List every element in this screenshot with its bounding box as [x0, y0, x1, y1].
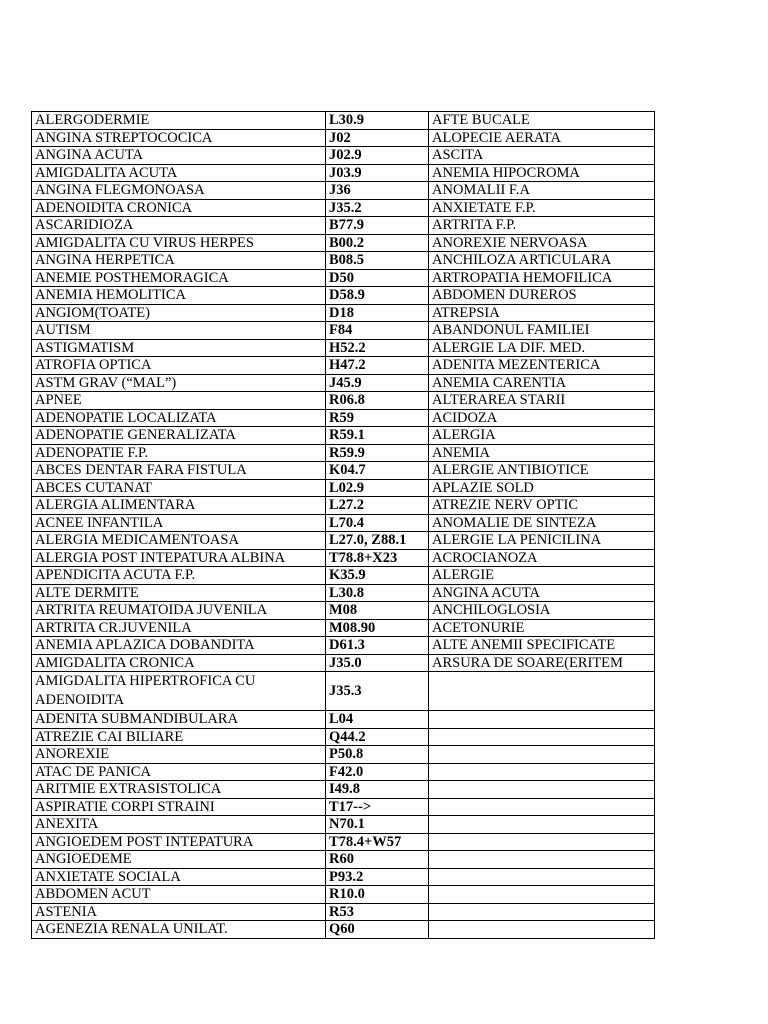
other-diagnosis-cell: ABANDONUL FAMILIEI [429, 322, 655, 340]
table-row [32, 602, 655, 620]
diagnosis-cell: ANGINA HERPETICA [32, 252, 326, 270]
code-cell: H52.2 [326, 339, 429, 357]
table-row [32, 619, 655, 637]
diagnosis-cell: ALERGODERMIE [32, 112, 326, 130]
code-cell: L02.9 [326, 479, 429, 497]
table-body [32, 112, 655, 939]
code-cell: T78.4+W57 [326, 833, 429, 851]
diagnosis-cell: ANEXITA [32, 816, 326, 834]
code-cell: H47.2 [326, 357, 429, 375]
diagnosis-cell: ATAC DE PANICA [32, 763, 326, 781]
other-diagnosis-cell: ANCHILOZA ARTICULARA [429, 252, 655, 270]
diagnosis-cell: ALERGIA MEDICAMENTOASA [32, 532, 326, 550]
other-diagnosis-cell: ATREZIE NERV OPTIC [429, 497, 655, 515]
other-diagnosis-cell: ALERGIE LA DIF. MED. [429, 339, 655, 357]
diagnosis-cell: AMIGDALITA CRONICA [32, 654, 326, 672]
code-cell: L30.9 [326, 112, 429, 130]
table-row [32, 269, 655, 287]
code-cell: P93.2 [326, 868, 429, 886]
other-diagnosis-cell: ALERGIE [429, 567, 655, 585]
code-cell: R59.9 [326, 444, 429, 462]
other-diagnosis-cell: ANEMIA HIPOCROMA [429, 164, 655, 182]
other-diagnosis-cell [429, 781, 655, 799]
table-row [32, 147, 655, 165]
code-cell: Q44.2 [326, 728, 429, 746]
diagnosis-cell: AMIGDALITA CU VIRUS HERPES [32, 234, 326, 252]
diagnosis-cell: ANXIETATE SOCIALA [32, 868, 326, 886]
diagnosis-cell: ALERGIA ALIMENTARA [32, 497, 326, 515]
other-diagnosis-cell: AFTE BUCALE [429, 112, 655, 130]
other-diagnosis-cell [429, 763, 655, 781]
code-cell: R53 [326, 903, 429, 921]
code-cell: D58.9 [326, 287, 429, 305]
other-diagnosis-cell: ALTE ANEMII SPECIFICATE [429, 637, 655, 655]
other-diagnosis-cell: ARTRITA F.P. [429, 217, 655, 235]
diagnosis-cell: AUTISM [32, 322, 326, 340]
other-diagnosis-cell [429, 903, 655, 921]
diagnosis-cell: ABCES CUTANAT [32, 479, 326, 497]
table-row [32, 711, 655, 729]
code-cell: R59.1 [326, 427, 429, 445]
table-row [32, 322, 655, 340]
table-row [32, 549, 655, 567]
diagnosis-cell: ADENITA SUBMANDIBULARA [32, 711, 326, 729]
diagnosis-cell: ASCARIDIOZA [32, 217, 326, 235]
table-row [32, 304, 655, 322]
code-cell: F42.0 [326, 763, 429, 781]
code-cell: T78.8+X23 [326, 549, 429, 567]
code-cell: L30.8 [326, 584, 429, 602]
other-diagnosis-cell [429, 711, 655, 729]
other-diagnosis-cell: ACROCIANOZA [429, 549, 655, 567]
code-cell: I49.8 [326, 781, 429, 799]
diagnosis-cell: AMIGDALITA HIPERTROFICA CU ADENOIDITA [32, 672, 326, 711]
code-cell: N70.1 [326, 816, 429, 834]
other-diagnosis-cell: APLAZIE SOLD [429, 479, 655, 497]
other-diagnosis-cell: ANOREXIE NERVOASA [429, 234, 655, 252]
other-diagnosis-cell: ANEMIA [429, 444, 655, 462]
code-cell: D61.3 [326, 637, 429, 655]
code-cell: J02.9 [326, 147, 429, 165]
code-cell: L04 [326, 711, 429, 729]
table-row [32, 497, 655, 515]
table-row [32, 199, 655, 217]
code-cell: K35.9 [326, 567, 429, 585]
other-diagnosis-cell [429, 851, 655, 869]
other-diagnosis-cell [429, 868, 655, 886]
code-cell: M08 [326, 602, 429, 620]
other-diagnosis-cell [429, 886, 655, 904]
code-cell: R06.8 [326, 392, 429, 410]
code-cell: B77.9 [326, 217, 429, 235]
diagnosis-cell: ADENOPATIE GENERALIZATA [32, 427, 326, 445]
table-row [32, 514, 655, 532]
code-cell: L27.0, Z88.1 [326, 532, 429, 550]
table-row [32, 851, 655, 869]
other-diagnosis-cell: ANCHILOGLOSIA [429, 602, 655, 620]
diagnosis-cell: ANGINA FLEGMONOASA [32, 182, 326, 200]
code-cell: J03.9 [326, 164, 429, 182]
other-diagnosis-cell [429, 921, 655, 939]
code-cell: L27.2 [326, 497, 429, 515]
diagnosis-cell: AMIGDALITA ACUTA [32, 164, 326, 182]
other-diagnosis-cell: ACIDOZA [429, 409, 655, 427]
code-cell: M08.90 [326, 619, 429, 637]
table-row [32, 886, 655, 904]
table-row [32, 374, 655, 392]
table-row [32, 567, 655, 585]
code-cell: Q60 [326, 921, 429, 939]
diagnosis-cell: ARTRITA REUMATOIDA JUVENILA [32, 602, 326, 620]
table-row [32, 287, 655, 305]
diagnosis-cell: ANEMIA HEMOLITICA [32, 287, 326, 305]
other-diagnosis-cell [429, 746, 655, 764]
other-diagnosis-cell: ARTROPATIA HEMOFILICA [429, 269, 655, 287]
table-row [32, 112, 655, 130]
diagnosis-cell: ASPIRATIE CORPI STRAINI [32, 798, 326, 816]
diagnosis-cell: ANEMIE POSTHEMORAGICA [32, 269, 326, 287]
diagnosis-code-table [31, 111, 655, 939]
other-diagnosis-cell [429, 798, 655, 816]
table-row [32, 234, 655, 252]
diagnosis-cell: APNEE [32, 392, 326, 410]
table-row [32, 903, 655, 921]
code-cell: T17--> [326, 798, 429, 816]
code-cell: P50.8 [326, 746, 429, 764]
other-diagnosis-cell [429, 816, 655, 834]
table-row [32, 868, 655, 886]
table-row [32, 182, 655, 200]
code-cell: J02 [326, 129, 429, 147]
other-diagnosis-cell: ACETONURIE [429, 619, 655, 637]
code-cell: J45.9 [326, 374, 429, 392]
table-row [32, 584, 655, 602]
other-diagnosis-cell [429, 833, 655, 851]
table-row [32, 816, 655, 834]
other-diagnosis-cell: ALERGIA [429, 427, 655, 445]
other-diagnosis-cell: ALERGIE LA PENICILINA [429, 532, 655, 550]
other-diagnosis-cell [429, 728, 655, 746]
diagnosis-cell: ANGINA STREPTOCOCICA [32, 129, 326, 147]
code-cell: J35.2 [326, 199, 429, 217]
code-cell: R60 [326, 851, 429, 869]
other-diagnosis-cell: ALOPECIE AERATA [429, 129, 655, 147]
diagnosis-cell: ASTENIA [32, 903, 326, 921]
table-row [32, 392, 655, 410]
diagnosis-cell: ANEMIA APLAZICA DOBANDITA [32, 637, 326, 655]
table-row [32, 129, 655, 147]
other-diagnosis-cell: ABDOMEN DUREROS [429, 287, 655, 305]
table-row [32, 409, 655, 427]
diagnosis-cell: ARTRITA CR.JUVENILA [32, 619, 326, 637]
diagnosis-cell: ANGIOM(TOATE) [32, 304, 326, 322]
table-row [32, 728, 655, 746]
diagnosis-cell: ABDOMEN ACUT [32, 886, 326, 904]
table-row [32, 781, 655, 799]
code-cell: J35.3 [326, 672, 429, 711]
code-cell: R59 [326, 409, 429, 427]
diagnosis-cell: ANOREXIE [32, 746, 326, 764]
table-row [32, 833, 655, 851]
diagnosis-cell: AGENEZIA RENALA UNILAT. [32, 921, 326, 939]
code-cell: B00.2 [326, 234, 429, 252]
other-diagnosis-cell: ATREPSIA [429, 304, 655, 322]
table-row [32, 357, 655, 375]
code-cell: B08.5 [326, 252, 429, 270]
other-diagnosis-cell: ANXIETATE F.P. [429, 199, 655, 217]
code-cell: L70.4 [326, 514, 429, 532]
diagnosis-cell: ABCES DENTAR FARA FISTULA [32, 462, 326, 480]
table-row [32, 672, 655, 711]
table-row [32, 637, 655, 655]
table-row [32, 164, 655, 182]
table-row [32, 763, 655, 781]
other-diagnosis-cell: ARSURA DE SOARE(ERITEM [429, 654, 655, 672]
table-row [32, 654, 655, 672]
diagnosis-cell: ALERGIA POST INTEPATURA ALBINA [32, 549, 326, 567]
table-row [32, 427, 655, 445]
table-row [32, 921, 655, 939]
diagnosis-cell: ACNEE INFANTILA [32, 514, 326, 532]
table-row [32, 479, 655, 497]
code-cell: R10.0 [326, 886, 429, 904]
other-diagnosis-cell: ADENITA MEZENTERICA [429, 357, 655, 375]
diagnosis-cell: ASTIGMATISM [32, 339, 326, 357]
diagnosis-cell: ANGIOEDEME [32, 851, 326, 869]
other-diagnosis-cell: ANEMIA CARENTIA [429, 374, 655, 392]
table-row [32, 798, 655, 816]
code-cell: D18 [326, 304, 429, 322]
diagnosis-cell: ADENOPATIE F.P. [32, 444, 326, 462]
code-cell: D50 [326, 269, 429, 287]
table-row [32, 746, 655, 764]
other-diagnosis-cell: ANOMALII F.A [429, 182, 655, 200]
diagnosis-cell: ARITMIE EXTRASISTOLICA [32, 781, 326, 799]
diagnosis-cell: ADENOIDITA CRONICA [32, 199, 326, 217]
diagnosis-cell: ATROFIA OPTICA [32, 357, 326, 375]
code-cell: K04.7 [326, 462, 429, 480]
table-row [32, 217, 655, 235]
code-cell: F84 [326, 322, 429, 340]
diagnosis-cell: ASTM GRAV (“MAL”) [32, 374, 326, 392]
diagnosis-cell: ADENOPATIE LOCALIZATA [32, 409, 326, 427]
table-row [32, 462, 655, 480]
table-row [32, 532, 655, 550]
table-row [32, 444, 655, 462]
table-row [32, 339, 655, 357]
diagnosis-cell: ANGINA ACUTA [32, 147, 326, 165]
other-diagnosis-cell: ANOMALIE DE SINTEZA [429, 514, 655, 532]
diagnosis-cell: ALTE DERMITE [32, 584, 326, 602]
diagnosis-cell: ANGIOEDEM POST INTEPATURA [32, 833, 326, 851]
other-diagnosis-cell [429, 672, 655, 711]
other-diagnosis-cell: ANGINA ACUTA [429, 584, 655, 602]
table-row [32, 252, 655, 270]
other-diagnosis-cell: ALERGIE ANTIBIOTICE [429, 462, 655, 480]
code-cell: J36 [326, 182, 429, 200]
other-diagnosis-cell: ASCITA [429, 147, 655, 165]
code-cell: J35.0 [326, 654, 429, 672]
diagnosis-cell: APENDICITA ACUTA F.P. [32, 567, 326, 585]
other-diagnosis-cell: ALTERAREA STARII [429, 392, 655, 410]
diagnosis-cell: ATREZIE CAI BILIARE [32, 728, 326, 746]
